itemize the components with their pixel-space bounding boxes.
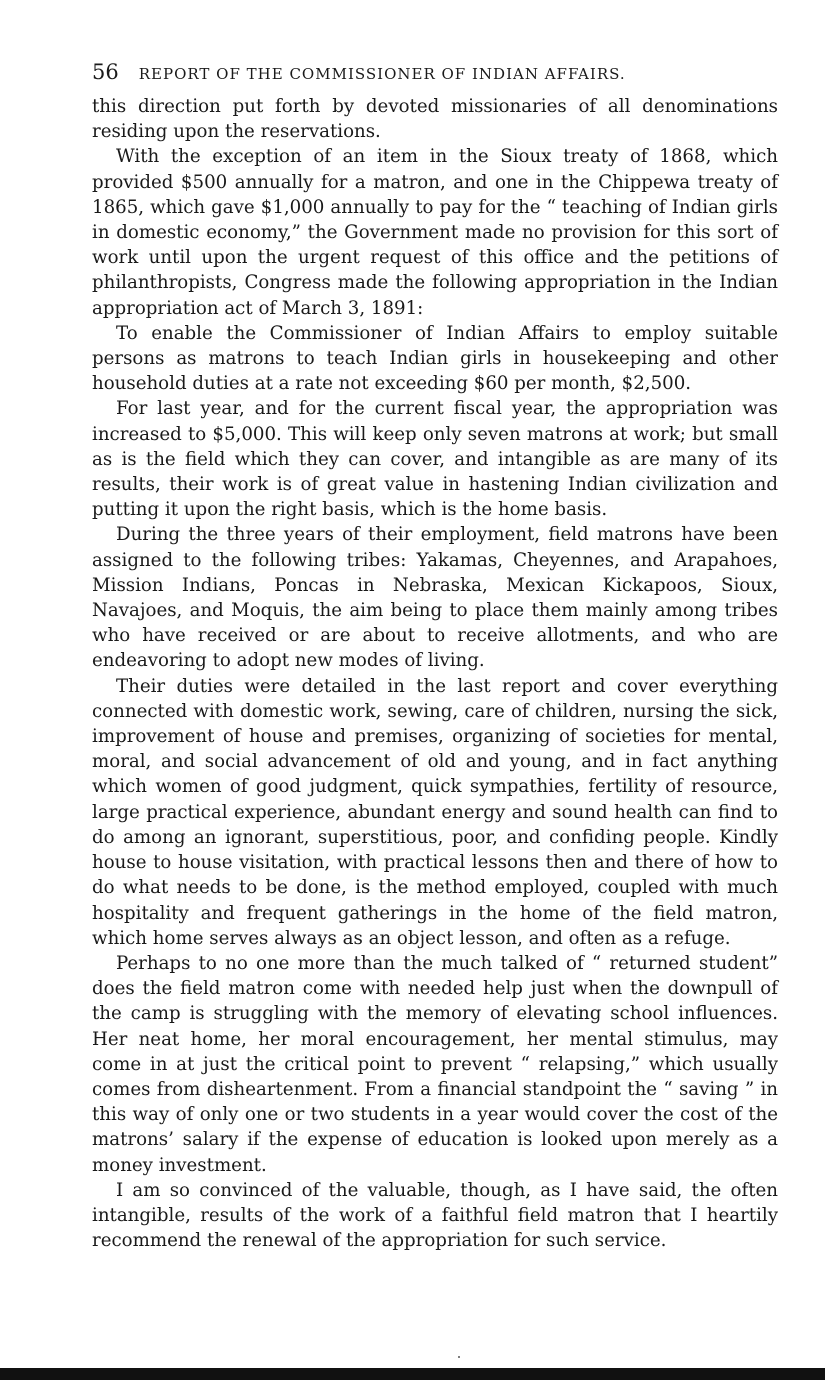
paragraph-current-appropriation: For last year, and for the current fiscal year, the appropriation was increased to $5,000. This will keep only seven matrons at work; but small as is the field which they can cover, and intangible as are many of its results, their work is of great value in hastening Indian civilization and putting it upon the right basis, which is the home basis. <box>92 398 778 521</box>
page-number: 56 <box>92 60 119 84</box>
scan-bottom-edge <box>0 1368 825 1380</box>
paragraph-tribes-assigned: During the three years of their employment, field matrons have been assigned to the following tribes: Yakamas, Cheyennes, and Arapahoes, Mission Indians, Poncas in Nebraska, Mexican Kickapoos, Sioux, Navajoes, and Moquis, the aim being to place them mainly among tribes who have received or are about to receive allotments, and who are endeavoring to adopt new modes of living. <box>92 524 778 672</box>
paragraph-appropriation-history: With the exception of an item in the Sioux treaty of 1868, which provided $500 annually for a matron, and one in the Chippewa treaty of 1865, which gave $1,000 annually to pay for the “ teaching of Indian girls in domestic economy,” the Government made no provision for this sort of work until upon the urgent request of this office and the petitions of philanthropists, Congress made the following appropriation in the Indian appropriation act of March 3, 1891: <box>92 146 778 319</box>
paragraph-returned-student: Perhaps to no one more than the much talked of “ returned student” does the field matron come with needed help just when the downpull of the camp is struggling with the memory of elevating school influences. Her neat home, her moral encouragement, her mental stimulus, may come in at just the critical point to prevent “ relapsing,” which usually comes from disheartenment. From a financial standpoint the “ saving ” in this way of only one or two students in a year would cover the cost of the matrons’ salary if the expense of education is looked upon merely as a money investment. <box>92 952 778 1176</box>
paragraph-recommendation: I am so convinced of the valuable, though, as I have said, the often intangible, results of the work of a faithful field matron that I heartily recommend the renewal of the appropriation for such service. <box>92 1179 778 1252</box>
paragraph-duties: Their duties were detailed in the last report and cover everything connected with domestic work, sewing, care of children, nursing the sick, improvement of house and premises, organizing of societies for mental, moral, and social advancement of old and young, and in fact anything which women of good judgment, quick sympathies, fertility of resource, large practical experience, abundant energy and sound health can find to do among an ignorant, superstitious, poor, and confiding people. Kindly house to house visitation, with practical lessons then and there of how to do what needs to be done, is the method employed, coupled with much hospitality and frequent gatherings in the home of the field matron, which home serves always as an object lesson, and often as a refuge. <box>92 675 778 949</box>
appropriation-quote: To enable the Commissioner of Indian Affairs to employ suitable persons as matrons to teach Indian girls in housekeeping and other household duties at a rate not exceeding $60 per month, $2,500. <box>92 322 778 395</box>
paragraph-continued: this direction put forth by devoted missionaries of all denominations residing upon the reservations. <box>92 96 778 143</box>
running-head <box>92 60 778 94</box>
document-page <box>92 60 778 1253</box>
running-title: REPORT OF THE COMMISSIONER OF INDIAN AFFAIRS. <box>138 65 626 83</box>
scan-speck <box>458 1356 460 1358</box>
body-text <box>92 94 778 1253</box>
